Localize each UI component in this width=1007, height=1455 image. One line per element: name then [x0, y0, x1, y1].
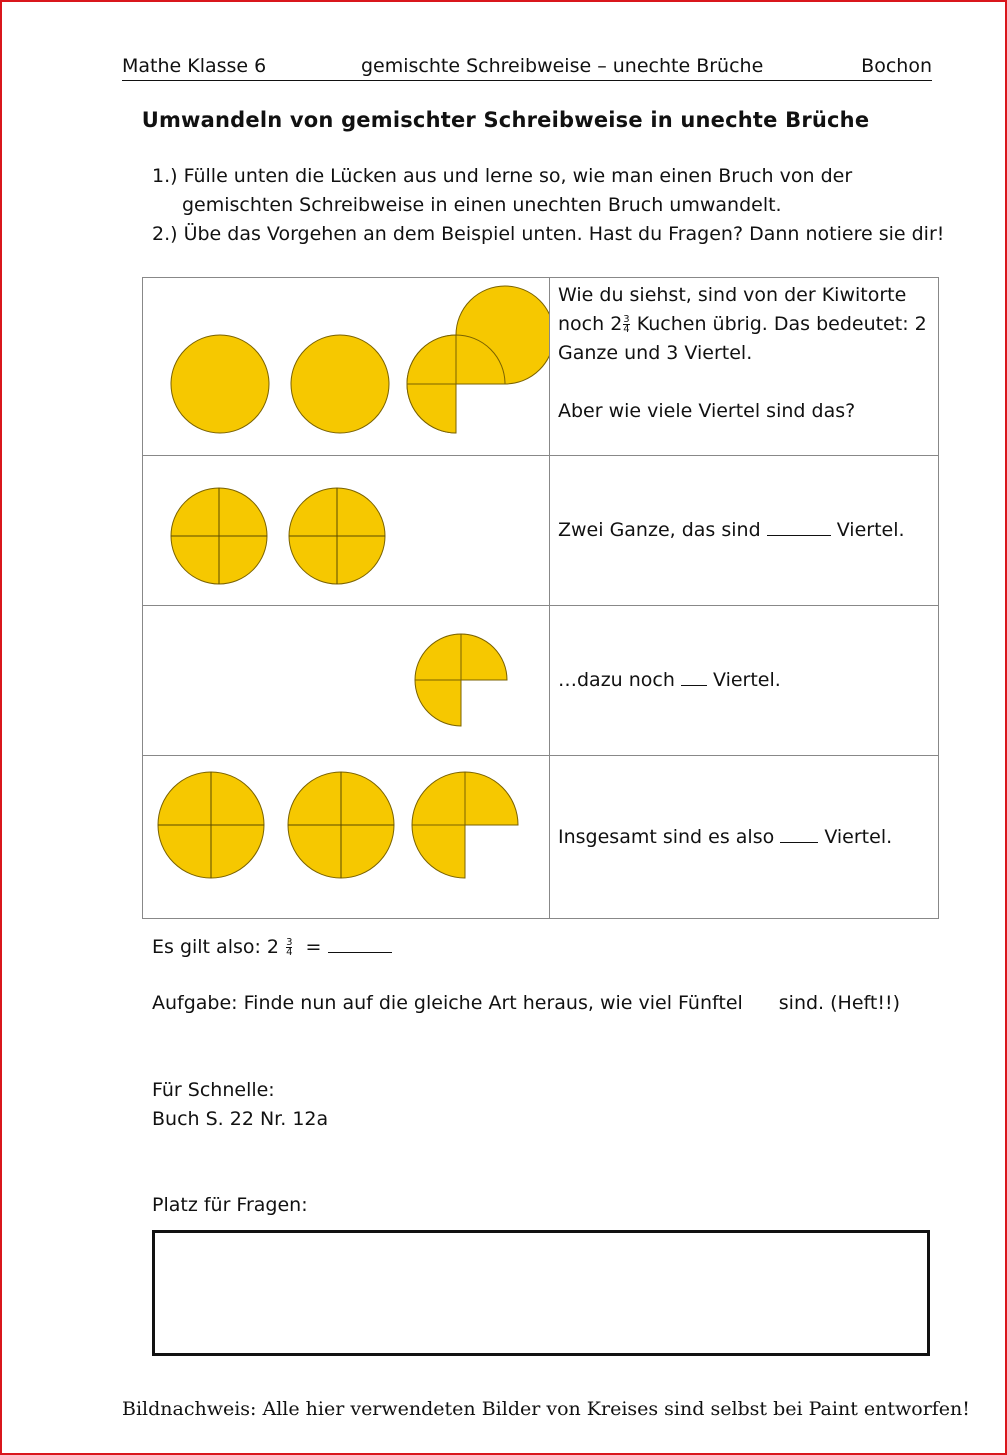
row3-text-before: …dazu noch — [558, 669, 681, 691]
answer-blank[interactable] — [681, 667, 707, 686]
three-quarter-pie-icon — [415, 634, 507, 726]
whole-pie-icon — [171, 335, 269, 433]
quartered-pie-icon — [171, 488, 267, 584]
pie-illustration — [143, 456, 549, 601]
conclusion-text-before: Es gilt also: 2 — [152, 936, 286, 958]
row4-text-after: Viertel. — [818, 825, 893, 848]
page-title: Umwandeln von gemischter Schreibweise in unechte Brüche — [141, 108, 870, 132]
pie-cell — [143, 456, 550, 606]
row1-text-before: noch 2 — [558, 313, 623, 335]
table-row — [143, 756, 939, 919]
answer-blank[interactable] — [780, 824, 818, 843]
row4-text-before: Insgesamt sind es also — [558, 825, 781, 848]
task-line — [152, 992, 900, 1014]
explanation-cell — [550, 278, 939, 456]
header-subject: Mathe Klasse 6 — [122, 55, 267, 77]
quartered-pie-icon — [289, 488, 385, 584]
fraction-denominator: 4 — [623, 324, 630, 335]
table-row — [143, 606, 939, 756]
instruction-2: 2.) Übe das Vorgehen an dem Beispiel unten. Hast du Fragen? Dann notiere sie dir! — [152, 223, 945, 245]
pie-cell — [143, 756, 550, 919]
fraction-denominator: 4 — [286, 947, 293, 958]
pie-cell — [143, 606, 550, 756]
fill-in-cell — [550, 456, 939, 606]
fraction-three-quarters — [623, 315, 629, 334]
table-row — [143, 456, 939, 606]
answer-blank[interactable] — [328, 934, 392, 953]
answer-blank[interactable] — [767, 517, 831, 536]
task-text: Aufgabe: Finde nun auf die gleiche Art heraus, wie viel Fünftel — [152, 992, 743, 1014]
instruction-1-line2: gemischten Schreibweise in einen unechten Bruch umwandelt. — [182, 194, 782, 216]
fill-in-cell — [550, 756, 939, 919]
three-quarter-pie-icon — [412, 772, 518, 878]
exercise-table — [142, 277, 939, 919]
row2-text-after: Viertel. — [830, 519, 905, 541]
fraction-numerator: 3 — [286, 937, 293, 948]
header-topic: gemischte Schreibweise – unechte Brüche — [361, 55, 764, 77]
task-text-end: sind. (Heft!!) — [778, 992, 900, 1014]
instruction-1-line1: 1.) Fülle unten die Lücken aus und lerne so, wie man einen Bruch von der — [152, 165, 853, 187]
fraction-numerator: 3 — [623, 314, 630, 325]
questions-label: Platz für Fragen: — [152, 1194, 308, 1216]
row1-text-after: Kuchen übrig. Das bedeutet: 2 — [630, 313, 927, 335]
conclusion-line — [152, 934, 392, 958]
row1-line2 — [558, 310, 930, 339]
quartered-pie-icon — [288, 772, 394, 878]
row1-question: Aber wie viele Viertel sind das? — [558, 400, 856, 422]
image-credit: Bildnachweis: Alle hier verwendeten Bilder von Kreises sind selbst bei Paint entworfen! — [122, 1398, 970, 1420]
quartered-pie-icon — [158, 772, 264, 878]
row1-line1: Wie du siehst, sind von der Kiwitorte — [558, 284, 907, 306]
row1-line3: Ganze und 3 Viertel. — [558, 342, 753, 364]
whole-pie-icon — [291, 335, 389, 433]
header — [122, 54, 932, 81]
row2-text-before: Zwei Ganze, das sind — [558, 519, 767, 541]
pie-illustration — [143, 278, 549, 451]
fill-in-cell — [550, 606, 939, 756]
fast-heading: Für Schnelle: — [152, 1079, 275, 1101]
questions-box[interactable] — [152, 1230, 930, 1356]
fraction-three-quarters — [286, 938, 292, 957]
row3-text-after: Viertel. — [706, 669, 781, 691]
header-author: Bochon — [861, 55, 932, 77]
three-quarter-pie-icon — [407, 286, 549, 433]
conclusion-equals: = — [293, 936, 328, 958]
pie-illustration — [143, 606, 549, 751]
fast-exercise: Buch S. 22 Nr. 12a — [152, 1108, 329, 1130]
pie-cell — [143, 278, 550, 456]
pie-illustration — [143, 756, 549, 914]
table-row — [143, 278, 939, 456]
